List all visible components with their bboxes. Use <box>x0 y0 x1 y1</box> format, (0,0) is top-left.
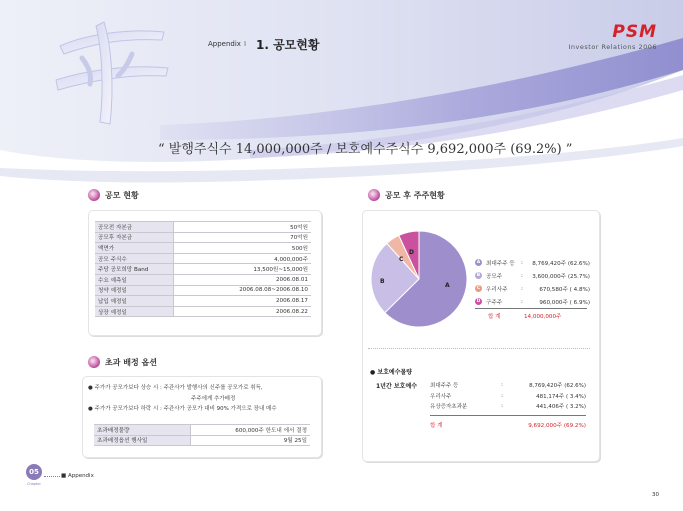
legend-row <box>475 256 590 269</box>
section-overallotment-title: 초과 배정 옵션 <box>105 357 157 367</box>
table-value: 500원 <box>173 243 311 254</box>
section-offering-title: 공모 현황 <box>105 190 139 200</box>
page-title: 1. 공모현황 <box>256 38 320 52</box>
legend-row <box>475 295 590 308</box>
table-value: 2006.08.08~2006.08.10 <box>173 285 311 296</box>
lockup-total <box>430 421 586 429</box>
legend-colon: : <box>521 272 523 279</box>
offering-panel <box>88 210 322 336</box>
note-line: 주주에게 추가배정 <box>191 395 236 402</box>
chapter-caption: Chapter <box>27 482 41 486</box>
section-divider <box>368 348 590 349</box>
table-row <box>94 425 310 436</box>
legend-label: 공모주 <box>486 273 503 280</box>
legend-tag-b: B <box>476 273 481 278</box>
lockup-value: 441,406주 ( 3.2%) <box>536 404 586 411</box>
table-row <box>95 296 311 307</box>
lockup-total-value: 9,692,000주 (69.2%) <box>528 423 586 429</box>
table-key: 공모전 자본금 <box>95 222 173 233</box>
list-item <box>430 391 586 402</box>
shareholder-legend <box>475 256 590 308</box>
legend-value: 670,580주 ( 4.8%) <box>539 286 590 293</box>
legend-divider <box>475 308 587 309</box>
lockup-colon: : <box>501 403 503 410</box>
section-shareholders-title: 공모 후 주주현황 <box>385 190 445 200</box>
legend-label: 우리사주 <box>486 286 508 293</box>
table-value: 2006.08.22 <box>173 306 311 317</box>
legend-tag-a: A <box>476 260 481 265</box>
table-key: 액면가 <box>95 243 173 254</box>
page-number: 30 <box>652 492 659 498</box>
legend-label: 최대주주 등 <box>486 260 515 267</box>
table-key: 청약 예정일 <box>95 285 173 296</box>
lockup-colon: : <box>501 382 503 389</box>
overallotment-table <box>94 424 310 446</box>
table-key: 공모후 자본금 <box>95 232 173 243</box>
table-value: 2006.08.17 <box>173 296 311 307</box>
table-key: 납입 예정일 <box>95 296 173 307</box>
section-shareholders-header <box>368 189 445 201</box>
lockup-title: ● 보호예수물량 <box>370 369 413 376</box>
legend-colon: : <box>521 298 523 305</box>
table-row <box>94 435 310 446</box>
bullet-swirl-icon <box>88 356 100 368</box>
table-value: 600,000주 한도내 에서 결정 <box>190 425 310 436</box>
table-key: 상장 예정일 <box>95 306 173 317</box>
overallotment-notes <box>88 383 277 415</box>
lockup-colon: : <box>501 392 503 399</box>
legend-value: 960,000주 ( 6.9%) <box>539 299 590 306</box>
table-key: 초과배정옵션 행사일 <box>94 435 190 446</box>
table-value: 2006.08.01 <box>173 274 311 285</box>
overallotment-table-wrap <box>94 424 310 446</box>
note-line: ● 주가가 공모가보다 하락 시 : 주관사가 공모가 대비 90% 가격으로 장내 매수 <box>88 406 277 412</box>
footer-section: ■ Appendix <box>61 473 94 479</box>
footer-dotted-line <box>44 476 60 477</box>
breadcrumb-separator: I <box>243 40 247 48</box>
legend-row <box>475 269 590 282</box>
table-key: 수요 예측일 <box>95 274 173 285</box>
pie-label-d: D <box>409 249 414 256</box>
legend-tag-c: C <box>476 286 481 291</box>
lockup-value: 481,174주 ( 3.4%) <box>536 393 586 400</box>
bullet-swirl-icon <box>368 189 380 201</box>
chapter-badge: 05 <box>26 464 42 480</box>
note-text: 주가가 공모가보다 상승 시 : 주관사가 발행사의 신주를 공모가로 취득, <box>94 385 263 391</box>
table-key: 주당 공모희망 Band <box>95 264 173 275</box>
list-item <box>430 401 586 412</box>
table-row <box>95 274 311 285</box>
section-overallotment-header <box>88 356 157 368</box>
table-row <box>95 306 311 317</box>
shareholder-total <box>488 312 562 320</box>
table-row <box>95 264 311 275</box>
table-row <box>95 253 311 264</box>
lockup-table <box>430 380 586 412</box>
legend-tag-d: D <box>476 299 481 304</box>
list-item <box>430 380 586 391</box>
table-value: 70억원 <box>173 232 311 243</box>
table-row <box>95 243 311 254</box>
lockup-divider <box>430 415 586 416</box>
headline-quote: “ 발행주식수 14,000,000주 / 보호예수주식수 9,692,000주 (69.2%) ” <box>158 142 573 157</box>
bullet-swirl-icon <box>88 189 100 201</box>
table-value: 50억원 <box>173 222 311 233</box>
lockup-value: 8,769,420주 (62.6%) <box>529 383 586 390</box>
calligraphy-graphic <box>52 18 172 128</box>
lockup-label: 최대주주 등 <box>430 383 459 390</box>
table-key: 공모 주식수 <box>95 253 173 264</box>
breadcrumb-section: Appendix <box>208 40 241 48</box>
pie-label-b: B <box>380 278 385 285</box>
lockup-label: 유상증자초과분 <box>430 404 468 411</box>
table-row <box>95 222 311 233</box>
note-line: ● 주가가 공모가보다 상승 시 : 주관사가 발행사의 신주를 공모가로 취득, <box>88 385 263 391</box>
pie-label-c: C <box>399 256 404 263</box>
breadcrumb <box>208 40 249 48</box>
table-key: 초과배정물량 <box>94 425 190 436</box>
table-row <box>95 232 311 243</box>
legend-colon: : <box>521 259 523 266</box>
pie-label-a: A <box>445 282 450 289</box>
lockup-label: 우리사주 <box>430 393 452 400</box>
lockup-subtitle: 1년간 보호예수 <box>376 383 418 390</box>
table-value: 9월 25일 <box>190 435 310 446</box>
total-value: 14,000,000주 <box>524 314 562 320</box>
legend-row <box>475 282 590 295</box>
legend-value: 8,769,420주 (62.6%) <box>532 260 590 267</box>
table-value: 13,500원~15,000원 <box>173 264 311 275</box>
lockup-total-label: 합 계 <box>430 423 443 429</box>
legend-value: 3,600,000주 (25.7%) <box>532 273 590 280</box>
note-text: 주가가 공모가보다 하락 시 : 주관사가 공모가 대비 90% 가격으로 장내 매수 <box>94 406 277 412</box>
legend-label: 구주주 <box>486 299 503 306</box>
total-label: 합 계 <box>488 314 501 320</box>
table-row <box>95 285 311 296</box>
table-value: 4,000,000주 <box>173 253 311 264</box>
section-offering-header <box>88 189 139 201</box>
logo-subtitle: Investor Relations 2006 <box>568 43 657 51</box>
company-logo: PSM <box>612 22 657 42</box>
offering-table <box>95 221 311 317</box>
legend-colon: : <box>521 285 523 292</box>
